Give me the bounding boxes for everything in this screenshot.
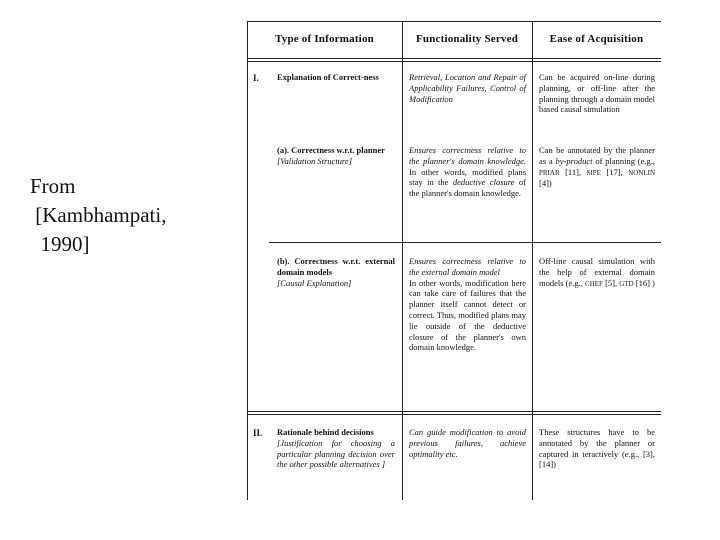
source-caption [30, 172, 166, 259]
row1a-ref-priar: PRIAR [539, 168, 560, 177]
row1a-func-plain: In other words, modified plans stay in the [409, 166, 526, 188]
header-type-of-information: Type of Information [275, 33, 374, 45]
row1b-func-plain: In other words, modification here can take care of failures that the planner itself cannot detect or correct. Thus, modified plans may lie outside of the deductive closure of the planner's own domain knowledge. [409, 277, 526, 353]
row1-acquisition-cell: Can be acquired on-line during planning, or off-line after the planning through a domain model based causal simulation [539, 72, 655, 115]
row1-functionality-cell: Retrieval, Location and Repair of Applicability Failures, Control of Modification [409, 72, 526, 104]
row2-functionality-cell: Can guide modification to avoid previous failures, achieve optimality etc. [409, 427, 526, 459]
caption-line-1: From [30, 174, 76, 198]
row1b-func-italic: Ensures correctness relative to the external domain model [409, 256, 526, 277]
row1b-acquisition-cell [539, 256, 655, 289]
row1a-type-note: [Validation Structure] [277, 155, 353, 166]
caption-line-2: [Kambhampati, [30, 203, 167, 227]
row2-type-cell [277, 427, 395, 470]
row1b-ref-chef: CHEF [585, 279, 603, 288]
row1a-functionality-cell [409, 145, 526, 199]
row1a-cite-priar: [11], [565, 166, 582, 177]
row1a-ease-mid: of planning (e.g., [595, 155, 656, 166]
row-number-2: II. [253, 428, 263, 438]
row2-type-title: Rationale behind decisions [277, 427, 374, 437]
row1b-functionality-cell [409, 256, 526, 353]
row1b-type-cell [277, 256, 395, 288]
row1b-cite-chef: [5], [605, 277, 618, 288]
column-divider-2 [532, 21, 533, 500]
row1a-ref-nonlin: NONLIN [628, 168, 656, 177]
header-ease-of-acquisition: Ease of Acquisition [549, 33, 644, 45]
header-separator [247, 58, 661, 59]
row1b-cite-gtd: [16] ) [635, 277, 655, 288]
row1a-acquisition-cell [539, 145, 655, 189]
row1a-ease-pre: Can be annotated by the planner as a [539, 145, 655, 166]
section-separator [247, 411, 661, 412]
row1a-cite-nonlin: [4]) [539, 178, 552, 189]
table-left-border [247, 21, 248, 500]
row1b-type-note: [Causal Explanation] [277, 277, 352, 288]
row1b-ease-pre: Off-line causal simulation with the help of external domain models (e.g., [539, 256, 655, 288]
header-separator-2 [247, 61, 661, 62]
row1b-ref-gtd: GTD [619, 279, 634, 288]
caption-line-3: 1990] [30, 232, 90, 256]
row1a-cite-sipe: [17], [606, 166, 623, 177]
section-separator-2 [247, 414, 661, 415]
row1a-type-cell [277, 145, 395, 167]
row2-type-note: [Justification for choosing a particular planning decision over the other possible alternatives ] [277, 437, 395, 470]
information-types-table [247, 21, 661, 500]
row1a-func-italic2: deductive closure [452, 177, 515, 188]
row1a-type-title: (a). Correctness w.r.t. planner [277, 145, 385, 155]
row1b-type-title: (b). Correctness w.r.t. external domain models [277, 256, 395, 277]
header-functionality-served: Functionality Served [415, 33, 519, 45]
row2-acquisition-cell: These structures have to be annotated by the planner or captured in teractively (e.g., [3], [14]) [539, 427, 655, 470]
row1a-func-italic: Ensures correctness relative to the planner's domain knowledge. [409, 145, 526, 166]
table-top-border [247, 21, 661, 22]
row1a-ref-sipe: SIPE [586, 168, 601, 177]
row1a-func-plain2: of the planner's domain knowledge. [409, 177, 526, 199]
column-divider-1 [402, 21, 403, 500]
subrow-separator [269, 242, 661, 243]
row1a-ease-italic: by-product [555, 155, 593, 166]
row-number-1: I. [253, 73, 259, 83]
row1-type-cell: Explanation of Correct-ness [277, 72, 379, 82]
